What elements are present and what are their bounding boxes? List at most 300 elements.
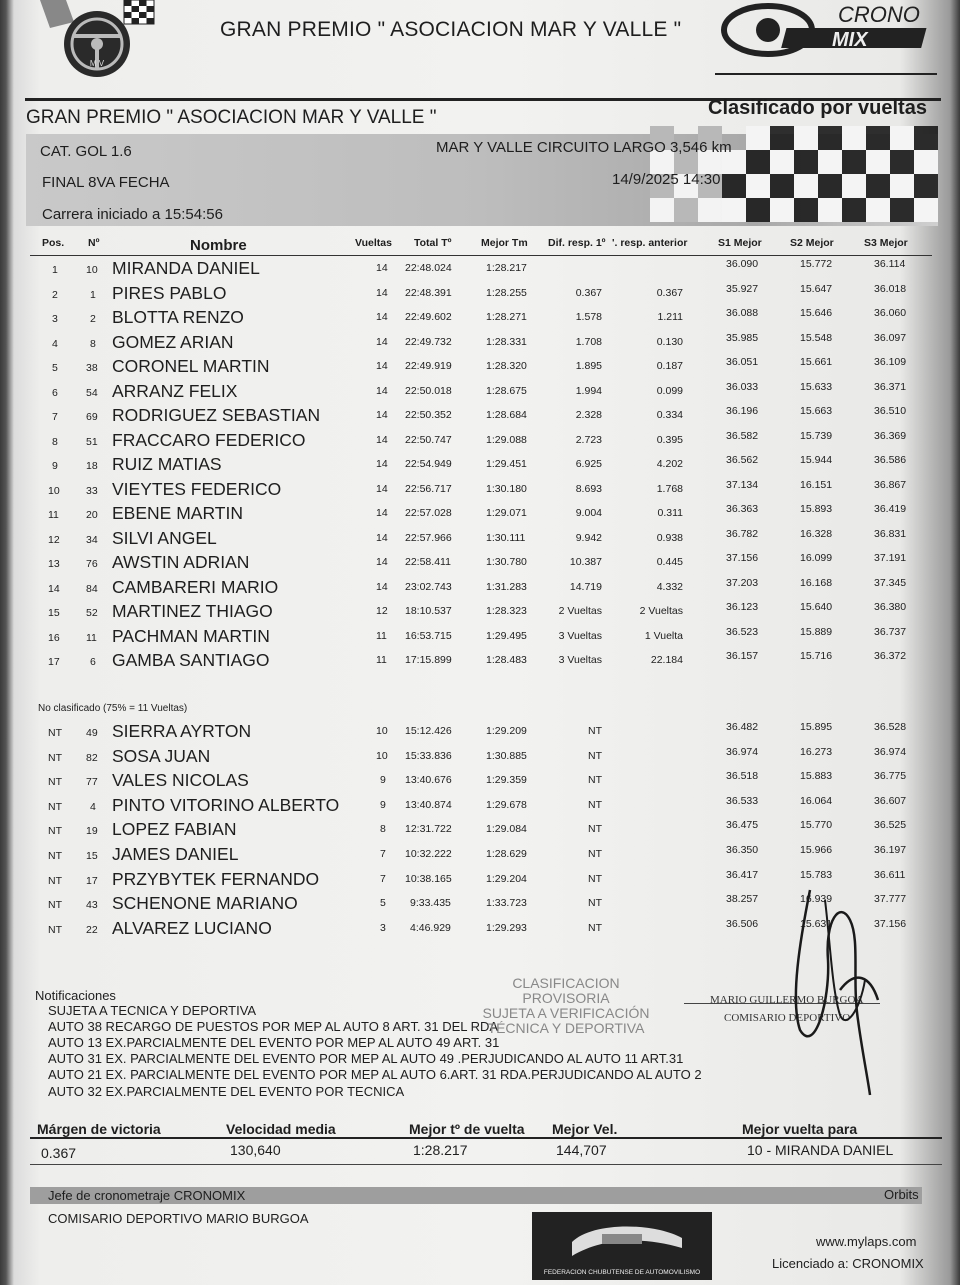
col-name: Nombre	[190, 237, 247, 254]
cell-name: JAMES DANIEL	[112, 844, 239, 864]
cell-diff-prev: 0.187	[656, 360, 683, 372]
cell-total: 22:57.966	[405, 531, 452, 544]
cell-laps: 14	[376, 360, 388, 372]
cell-s2: 16.064	[800, 794, 833, 807]
cell-s2: 15.772	[800, 258, 833, 270]
cell-diff-first: 1.895	[575, 360, 602, 372]
notification-line: AUTO 38 RECARGO DE PUESTOS POR MEP AL AUTO 8 ART. 31 DEL RDA	[48, 1019, 499, 1034]
cell-name: SOSA JUAN	[112, 745, 211, 766]
cell-s2: 15.661	[800, 356, 833, 368]
cell-pos: 15	[48, 607, 60, 619]
cell-best: 1:28.320	[486, 360, 527, 372]
cell-s2: 16.273	[800, 745, 833, 758]
best-lap-value: 1:28.217	[413, 1142, 468, 1158]
cell-diff-prev: 0.395	[656, 433, 683, 446]
cell-s1: 37.203	[726, 576, 759, 589]
cell-num: 8	[90, 337, 96, 350]
cell-name: SILVI ANGEL	[112, 527, 217, 548]
cell-laps: 10	[376, 725, 388, 737]
orbits-label: Orbits	[884, 1187, 919, 1202]
cell-pos: 4	[52, 337, 58, 350]
cell-num: 82	[86, 751, 98, 764]
cell-num: 18	[86, 460, 98, 472]
cell-pos: NT	[48, 874, 62, 887]
cell-s2: 15.783	[800, 868, 833, 881]
cell-s3: 37.156	[874, 917, 907, 930]
cell-total: 22:58.411	[405, 556, 451, 568]
cell-diff-prev: 0.130	[656, 335, 683, 348]
cell-s2: 15.716	[800, 650, 833, 662]
cell-s2: 16.168	[800, 576, 833, 589]
cell-diff-first: NT	[588, 749, 602, 762]
cell-s2: 16.151	[800, 478, 833, 491]
col-s2: S2 Mejor	[790, 237, 834, 249]
cell-diff-first: NT	[588, 872, 602, 885]
best-for-value: 10 - MIRANDA DANIEL	[747, 1142, 894, 1158]
cell-s2: 15.633	[800, 380, 833, 393]
cell-diff-prev: 0.445	[656, 556, 683, 568]
cell-best: 1:31.283	[486, 580, 527, 593]
cell-s1: 36.157	[726, 650, 759, 662]
cell-s2: 16.099	[800, 552, 833, 564]
col-s3: S3 Mejor	[864, 237, 908, 249]
cell-name: BLOTTA RENZO	[112, 307, 244, 327]
cell-num: 22	[86, 923, 98, 936]
cell-s1: 36.506	[726, 917, 759, 930]
event-title: GRAN PREMIO " ASOCIACION MAR Y VALLE "	[26, 107, 437, 128]
cell-s1: 36.196	[726, 405, 759, 417]
race-datetime: 14/9/2025 14:30	[612, 171, 721, 188]
cell-s2: 15.944	[800, 454, 833, 466]
cell-diff-prev: 4.202	[656, 458, 683, 470]
cell-s1: 36.090	[726, 258, 759, 270]
cell-name: RUIZ MATIAS	[112, 454, 222, 474]
cell-laps: 12	[376, 605, 388, 617]
cell-s3: 36.197	[874, 844, 907, 856]
cell-diff-prev: 2 Vueltas	[639, 605, 683, 617]
cell-laps: 5	[380, 897, 386, 910]
best-speed-label: Mejor Vel.	[552, 1121, 618, 1137]
cell-name: ALVAREZ LUCIANO	[112, 917, 272, 938]
cell-diff-prev: 1 Vuelta	[644, 629, 683, 642]
cell-s3: 36.369	[874, 429, 907, 442]
cell-s3: 36.097	[874, 331, 907, 344]
cell-diff-first: 3 Vueltas	[558, 654, 602, 666]
divider	[30, 1164, 942, 1165]
margin-value: 0.367	[41, 1145, 77, 1161]
circuit: MAR Y VALLE CIRCUITO LARGO 3,546 km	[436, 139, 732, 156]
cell-pos: 8	[52, 435, 58, 448]
cell-s1: 36.974	[726, 745, 759, 758]
cell-best: 1:30.885	[486, 749, 527, 762]
speed-value: 130,640	[230, 1142, 281, 1158]
cell-best: 1:29.451	[486, 458, 527, 470]
col-pos: Pos.	[42, 237, 65, 249]
cell-num: 51	[86, 435, 98, 448]
cell-diff-first: 2.723	[575, 433, 602, 446]
cell-laps: 9	[380, 774, 386, 787]
cell-diff-first: NT	[588, 725, 602, 737]
notification-line: AUTO 32 EX.PARCIALMENTE DEL EVENTO POR TECNICA	[48, 1084, 405, 1099]
cell-pos: 5	[52, 362, 58, 374]
license: Licenciado a: CRONOMIX	[772, 1256, 924, 1271]
cell-diff-first: 1.994	[575, 384, 602, 397]
cell-name: EBENE MARTIN	[112, 503, 243, 523]
svg-text:MIX: MIX	[832, 29, 868, 51]
cell-best: 1:29.678	[486, 798, 527, 811]
cell-num: 19	[86, 825, 98, 838]
cell-num: 11	[86, 631, 97, 644]
col-num: Nº	[88, 237, 100, 249]
cell-total: 22:50.352	[405, 409, 452, 421]
cell-s2: 16.328	[800, 527, 833, 540]
cell-diff-prev: 0.938	[656, 531, 683, 544]
cell-laps: 7	[380, 872, 386, 885]
cell-s1: 37.156	[726, 552, 759, 564]
cell-best: 1:30.180	[486, 482, 527, 495]
cell-diff-first: 9.942	[575, 531, 602, 544]
cell-s2: 15.548	[800, 331, 833, 344]
notifications-title: Notificaciones	[35, 988, 116, 1003]
cell-pos: NT	[48, 776, 62, 789]
cell-name: FRACCARO FEDERICO	[112, 429, 306, 450]
cell-pos: 16	[48, 631, 60, 644]
cell-name: VALES NICOLAS	[112, 770, 249, 791]
cell-laps: 14	[376, 531, 388, 544]
cell-diff-first: 3 Vueltas	[558, 629, 602, 642]
cell-name: PINTO VITORINO ALBERTO	[112, 794, 340, 815]
cell-s3: 37.345	[874, 576, 907, 589]
notification-line: AUTO 31 EX. PARCIALMENTE DEL EVENTO POR MEP AL AUTO 49 .PERJUDICANDO AL AUTO 11 ART.31	[48, 1051, 684, 1066]
cell-best: 1:33.723	[486, 897, 527, 910]
cell-num: 49	[86, 727, 98, 739]
cell-pos: 7	[52, 411, 58, 423]
signer-role: COMISARIO DEPORTIVO	[724, 1012, 851, 1024]
cell-num: 10	[86, 264, 98, 276]
cell-best: 1:28.331	[486, 335, 527, 348]
cell-best: 1:29.293	[486, 921, 527, 934]
page-title: GRAN PREMIO " ASOCIACION MAR Y VALLE "	[220, 18, 682, 41]
cell-total: 22:49.732	[405, 335, 452, 348]
cell-pos: 11	[48, 509, 59, 521]
cell-s1: 36.523	[726, 625, 759, 638]
cell-best: 1:28.483	[486, 654, 527, 666]
cell-best: 1:28.217	[486, 262, 527, 274]
stamp-line: SUJETA A VERIFICACIÓN	[482, 1005, 650, 1021]
cell-s2: 15.966	[800, 844, 833, 856]
cell-num: 1	[90, 288, 96, 301]
cell-s1: 36.123	[726, 601, 759, 613]
divider	[30, 255, 932, 256]
cell-name: LOPEZ FABIAN	[112, 819, 237, 840]
cell-total: 18:10.537	[405, 605, 452, 617]
cell-s2: 15.663	[800, 405, 833, 417]
cell-laps: 14	[376, 482, 388, 495]
cell-s3: 36.525	[874, 819, 907, 832]
cell-diff-first: NT	[588, 897, 602, 910]
cell-diff-first: 1.708	[575, 335, 602, 348]
cell-total: 22:50.018	[405, 384, 452, 397]
cell-diff-first: 2 Vueltas	[558, 605, 602, 617]
cell-best: 1:28.271	[486, 311, 527, 323]
col-s1: S1 Mejor	[718, 237, 762, 249]
col-best: Mejor Tm	[481, 237, 528, 249]
cell-s1: 36.518	[726, 770, 759, 783]
cell-s3: 36.611	[874, 868, 906, 881]
cell-total: 16:53.715	[405, 629, 452, 642]
signer-name: MARIO GUILLERMO BURGOA	[710, 994, 864, 1006]
cell-num: 2	[90, 313, 96, 325]
cell-laps: 14	[376, 335, 388, 348]
cell-total: 22:50.747	[405, 433, 452, 446]
cell-pos: 10	[48, 484, 60, 497]
cell-best: 1:28.323	[486, 605, 527, 617]
provisional-stamp	[476, 976, 656, 1036]
cell-best: 1:28.629	[486, 848, 527, 860]
cell-s3: 36.419	[874, 503, 907, 515]
cell-laps: 14	[376, 556, 388, 568]
divider	[30, 1137, 942, 1139]
cell-s2: 16.939	[800, 893, 833, 906]
cell-pos: NT	[48, 850, 62, 862]
cell-pos: 17	[48, 656, 60, 668]
cell-pos: 12	[48, 533, 60, 546]
notification-line: AUTO 13 EX.PARCIALMENTE DEL EVENTO POR MEP AL AUTO 49 ART. 31	[48, 1035, 500, 1050]
cell-num: 76	[86, 558, 98, 570]
cell-name: SIERRA AYRTON	[112, 721, 252, 741]
cell-diff-first: 6.925	[575, 458, 602, 470]
speed-label: Velocidad media	[226, 1121, 336, 1137]
cell-name: CAMBARERI MARIO	[112, 576, 279, 597]
cell-name: MIRANDA DANIEL	[112, 258, 260, 278]
cell-s2: 15.893	[800, 503, 833, 515]
cell-s3: 36.775	[874, 770, 907, 783]
cell-s3: 36.109	[874, 356, 907, 368]
cell-num: 77	[86, 776, 98, 789]
cell-diff-first: NT	[588, 848, 602, 860]
cell-s3: 36.380	[874, 601, 907, 613]
cell-num: 17	[86, 874, 98, 887]
cell-num: 43	[86, 899, 98, 912]
cell-diff-prev: 0.334	[656, 409, 683, 421]
cell-s3: 36.528	[874, 721, 907, 733]
cell-s3: 37.191	[874, 552, 907, 564]
cell-total: 9:33.435	[410, 897, 451, 910]
cell-diff-first: NT	[588, 798, 602, 811]
cell-num: 54	[86, 386, 98, 399]
cell-num: 4	[90, 800, 96, 813]
cell-laps: 14	[376, 311, 388, 323]
cell-name: PIRES PABLO	[112, 282, 227, 303]
cell-name: GAMBA SANTIAGO	[112, 650, 270, 670]
cell-s1: 36.363	[726, 503, 759, 515]
cell-num: 52	[86, 607, 98, 619]
stamp-line: TÉCNICA Y DEPORTIVA	[487, 1020, 645, 1036]
cell-total: 15:33.836	[405, 749, 452, 762]
cell-s3: 36.371	[874, 380, 907, 393]
svg-text:CRONO: CRONO	[838, 2, 920, 27]
cell-best: 1:28.684	[486, 409, 527, 421]
cell-total: 13:40.874	[405, 798, 452, 811]
cell-num: 15	[86, 850, 98, 862]
margin-label: Márgen de victoria	[37, 1121, 161, 1137]
cell-diff-first: 9.004	[575, 507, 602, 519]
cell-s2: 15.640	[800, 601, 833, 613]
cell-s2: 15.889	[800, 625, 833, 638]
cell-pos: NT	[48, 923, 62, 936]
cell-pos: 6	[52, 386, 58, 399]
timing-chief: Jefe de cronometraje CRONOMIX	[48, 1188, 246, 1203]
not-classified-label: No clasificado (75% = 11 Vueltas)	[38, 703, 188, 714]
cell-total: 10:32.222	[405, 848, 452, 860]
cell-total: 4:46.929	[410, 921, 451, 934]
cell-s2: 15.631	[800, 917, 833, 930]
col-diff-first: Dif. resp. 1º	[548, 237, 606, 249]
cell-best: 1:29.084	[486, 823, 527, 836]
cell-pos: 14	[48, 582, 60, 595]
cell-diff-prev: 1.211	[657, 311, 683, 323]
cell-total: 22:49.919	[405, 360, 452, 372]
svg-text:M V: M V	[89, 59, 105, 68]
cell-best: 1:29.204	[486, 872, 527, 885]
cell-laps: 11	[376, 629, 387, 642]
cell-pos: NT	[48, 899, 62, 912]
cell-s1: 36.475	[726, 819, 759, 832]
cell-s3: 36.372	[874, 650, 907, 662]
cell-total: 12:31.722	[405, 823, 452, 836]
race-start: Carrera iniciado a 15:54:56	[42, 206, 223, 223]
cell-laps: 9	[380, 798, 386, 811]
cell-laps: 14	[376, 507, 388, 519]
cell-laps: 8	[380, 823, 386, 836]
cell-total: 23:02.743	[405, 580, 452, 593]
cell-s2: 15.739	[800, 429, 833, 442]
cell-pos: NT	[48, 800, 62, 813]
cell-laps: 14	[376, 262, 388, 274]
cell-diff-first: 1.578	[575, 311, 602, 323]
cell-s3: 36.018	[874, 282, 907, 295]
cell-s1: 36.417	[726, 868, 759, 881]
best-speed-value: 144,707	[556, 1142, 607, 1158]
cell-name: RODRIGUEZ SEBASTIAN	[112, 405, 321, 425]
cell-name: PACHMAN MARTIN	[112, 625, 270, 646]
cell-name: AWSTIN ADRIAN	[112, 552, 250, 572]
cell-name: PRZYBYTEK FERNANDO	[112, 868, 320, 889]
cell-s2: 15.883	[800, 770, 833, 783]
table-row	[0, 650, 940, 678]
cell-name: SCHENONE MARIANO	[112, 893, 298, 914]
cell-s1: 36.051	[726, 356, 759, 368]
cell-s3: 36.510	[874, 405, 907, 417]
cell-diff-prev: 1.768	[656, 482, 683, 495]
cell-best: 1:29.359	[486, 774, 527, 787]
cell-s3: 36.060	[874, 307, 907, 319]
cell-best: 1:29.071	[486, 507, 527, 519]
cell-diff-prev: 0.311	[657, 507, 683, 519]
cell-total: 22:48.024	[405, 262, 452, 274]
cell-num: 33	[86, 484, 98, 497]
cell-diff-prev: 22.184	[650, 654, 683, 666]
cell-diff-first: NT	[588, 823, 602, 836]
cell-pos: NT	[48, 727, 62, 739]
cell-laps: 14	[376, 384, 388, 397]
federation-logo	[532, 1212, 712, 1280]
cell-pos: 2	[52, 288, 58, 301]
cell-diff-first: NT	[588, 921, 602, 934]
cell-laps: 3	[380, 921, 386, 934]
cell-num: 38	[86, 362, 98, 374]
cell-laps: 14	[376, 433, 388, 446]
round: FINAL 8VA FECHA	[42, 174, 170, 191]
cell-diff-first: NT	[588, 774, 602, 787]
cell-num: 84	[86, 582, 98, 595]
cell-num: 34	[86, 533, 98, 546]
cell-s3: 36.831	[874, 527, 907, 540]
cell-s1: 36.782	[726, 527, 759, 540]
cell-total: 22:48.391	[405, 286, 452, 299]
cell-num: 20	[86, 509, 98, 521]
cell-s1: 36.033	[726, 380, 759, 393]
stamp-line: CLASIFICACION PROVISORIA	[512, 975, 620, 1006]
checkered-flag-icon	[124, 0, 154, 24]
cell-best: 1:29.495	[486, 629, 527, 642]
cell-s2: 15.647	[800, 282, 833, 295]
cell-total: 13:40.676	[405, 774, 452, 787]
website: www.mylaps.com	[816, 1234, 917, 1249]
cell-laps: 14	[376, 580, 388, 593]
commissioner: COMISARIO DEPORTIVO MARIO BURGOA	[48, 1211, 309, 1226]
category: CAT. GOL 1.6	[40, 143, 132, 160]
cell-s1: 36.582	[726, 429, 759, 442]
cell-pos: 3	[52, 313, 58, 325]
col-laps: Vueltas	[355, 237, 392, 249]
cell-name: MARTINEZ THIAGO	[112, 601, 273, 621]
cell-laps: 11	[376, 654, 387, 666]
cell-s1: 36.562	[726, 454, 759, 466]
cell-s2: 15.770	[800, 819, 833, 832]
cell-num: 69	[86, 411, 98, 423]
notification-line: AUTO 21 EX. PARCIALMENTE DEL EVENTO POR MEP AL AUTO 6.ART. 31 RDA.PERJUDICANDO AL AUTO 2	[48, 1067, 702, 1082]
cell-best: 1:30.111	[486, 531, 526, 544]
cell-diff-first: 10.387	[569, 556, 602, 568]
cell-s1: 35.927	[726, 282, 759, 295]
cell-best: 1:29.209	[486, 725, 527, 737]
cell-s1: 36.088	[726, 307, 759, 319]
cell-s1: 36.533	[726, 794, 759, 807]
cell-laps: 7	[380, 848, 386, 860]
cell-laps: 14	[376, 409, 388, 421]
cell-pos: 9	[52, 460, 58, 472]
col-total: Total Tº	[414, 237, 452, 249]
cell-diff-first: 0.367	[575, 286, 602, 299]
cell-diff-first: 8.693	[575, 482, 602, 495]
cell-s1: 36.482	[726, 721, 759, 733]
cell-total: 17:15.899	[405, 654, 452, 666]
cell-pos: NT	[48, 825, 62, 838]
cell-best: 1:28.675	[486, 384, 527, 397]
club-logo	[36, 0, 158, 80]
cell-best: 1:29.088	[486, 433, 527, 446]
best-lap-label: Mejor tº de vuelta	[409, 1121, 525, 1137]
cell-s2: 15.895	[800, 721, 833, 733]
classification-title: Clasificado por vueltas	[708, 97, 927, 119]
cell-s3: 36.974	[874, 745, 907, 758]
cell-total: 22:49.602	[405, 311, 452, 323]
cell-laps: 14	[376, 458, 388, 470]
cell-pos: 13	[48, 558, 60, 570]
cell-s1: 37.134	[726, 478, 759, 491]
cell-best: 1:28.255	[486, 286, 527, 299]
